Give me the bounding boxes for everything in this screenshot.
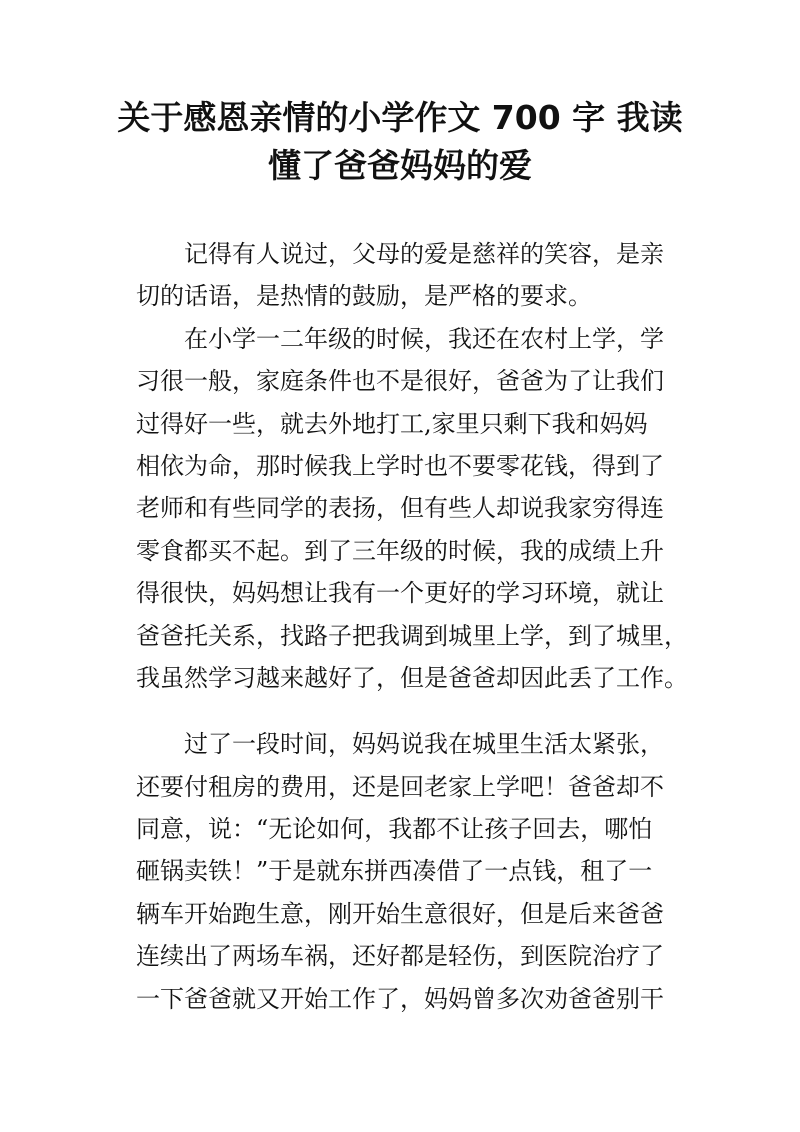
paragraph-2 (136, 318, 696, 700)
paragraph-line: 砸锅卖铁！”于是就东拼西凑借了一点钱，租了一 (136, 857, 653, 886)
paragraph-line: 一下爸爸就又开始工作了，妈妈曾多次劝爸爸别干 (136, 984, 664, 1013)
paragraph-line: 记得有人说过，父母的爱是慈祥的笑容，是亲 (184, 240, 664, 268)
title-line: 懂了爸爸妈妈的爱 (268, 146, 532, 185)
document-body (136, 233, 696, 1020)
paragraph-line: 我虽然学习越来越好了，但是爸爸却因此丢了工作。 (136, 663, 688, 692)
paragraph-line: 切的话语，是热情的鼓励，是严格的要求。 (136, 282, 592, 311)
paragraph-line: 习很一般，家庭条件也不是很好，爸爸为了让我们 (136, 367, 664, 396)
paragraph-1 (136, 233, 696, 318)
document-title (100, 94, 700, 190)
paragraph-line: 爸爸托关系，找路子把我调到城里上学，到了城里， (136, 621, 688, 650)
paragraph-line: 零食都买不起。到了三年级的时候，我的成绩上升 (136, 536, 664, 565)
paragraph-line: 老师和有些同学的表扬，但有些人却说我家穷得连 (136, 494, 664, 523)
paragraph-line: 过得好一些，就去外地打工,家里只剩下我和妈妈 (136, 409, 648, 438)
paragraph-line: 在小学一二年级的时候，我还在农村上学，学 (184, 324, 664, 353)
paragraph-line: 辆车开始跑生意，刚开始生意很好，但是后来爸爸 (136, 899, 664, 928)
paragraph-line: 还要付租房的费用，还是回老家上学吧！爸爸却不 (136, 772, 664, 801)
paragraph-line: 相依为命，那时候我上学时也不要零花钱，得到了 (136, 451, 664, 480)
paragraph-line: 连续出了两场车祸，还好都是轻伤，到医院治疗了 (136, 942, 664, 971)
paragraph-spacer (136, 699, 696, 723)
title-line: 关于感恩亲情的小学作文 700 字 我读 (117, 98, 683, 137)
paragraph-3 (136, 723, 696, 1020)
paragraph-line: 得很快，妈妈想让我有一个更好的学习环境，就让 (136, 579, 664, 608)
paragraph-line: 同意，说：“无论如何，我都不让孩子回去，哪怕 (136, 815, 653, 844)
paragraph-line: 过了一段时间，妈妈说我在城里生活太紧张， (184, 730, 664, 759)
